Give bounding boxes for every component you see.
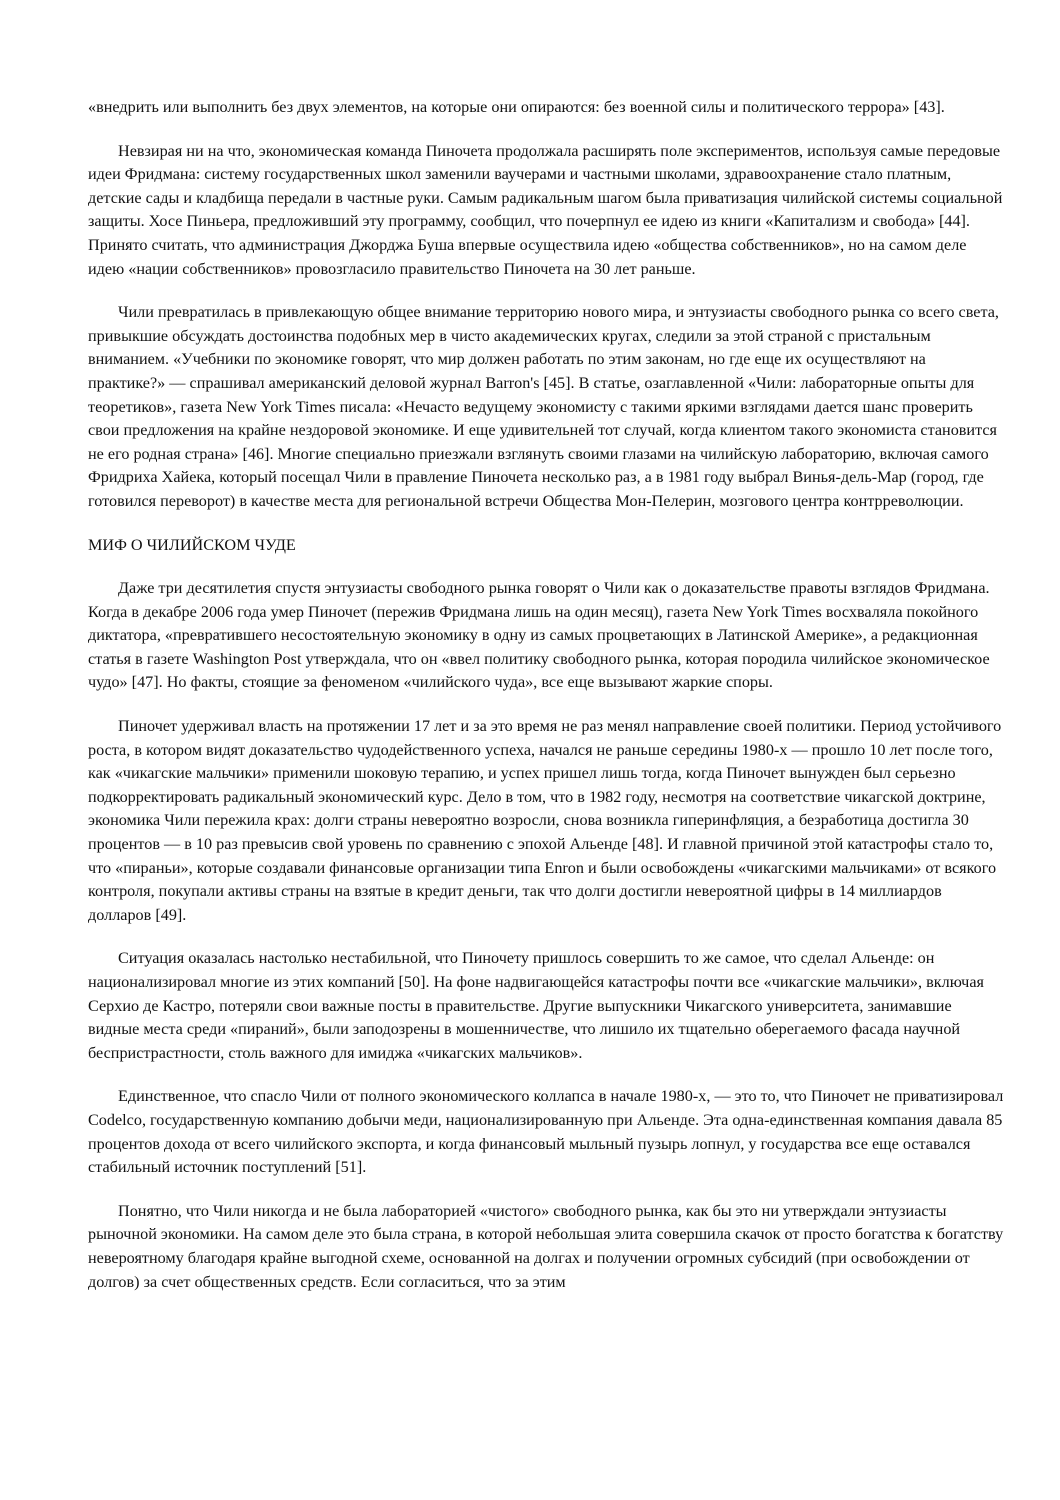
paragraph-codelco: Единственное, что спасло Чили от полного экономического коллапса в начале 1980-х, — это то, что Пиночет не приватизировал Codelco, государственную компанию добычи меди, национализированную при Альенде. Эта одна-единственная компания давала 85 процентов дохода от всего чилийского экспорта, и когда финансовый мыльный пузырь лопнул, у государства все еще оставался стабильный источник поступлений [51]. xyxy=(88,1087,1004,1177)
paragraph-quote-continuation: «внедрить или выполнить без двух элементов, на которые они опираются: без военной силы и политического террора» [43]. xyxy=(88,98,945,116)
page-body xyxy=(88,96,1006,1314)
paragraph-chilean-miracle: Даже три десятилетия спустя энтузиасты свободного рынка говорят о Чили как о доказательстве правоты взглядов Фридмана. Когда в декабре 2006 года умер Пиночет (пережив Фридмана лишь на один месяц), газета New York Times восхваляла покойного диктатора, «превратившего несостоятельную экономику в одну из самых процветающих в Латинской Америке», а редакционная статья в газете Washington Post утверждала, что он «ввел политику свободного рынка, которая породила чилийское экономическое чудо» [47]. Но факты, стоящие за феноменом «чилийского чуда», все еще вызывают жаркие споры. xyxy=(88,579,990,692)
paragraph-nationalization: Ситуация оказалась настолько нестабильной, что Пиночету пришлось совершить то же самое, что сделал Альенде: он национализировал многие из этих компаний [50]. На фоне надвигающейся катастрофы почти все «чикагские мальчики», включая Серхио де Кастро, потеряли свои важные посты в правительстве. Другие выпускники Чикагского университета, занимавшие видные места среди «пираний», были заподозрены в мошенничестве, что лишило их тщательно оберегаемого фасада научной беспристрастности, столь важного для имиджа «чикагских мальчиков». xyxy=(88,949,984,1062)
section-heading: МИФ О ЧИЛИЙСКОМ ЧУДЕ xyxy=(88,535,296,554)
paragraph-experiments: Невзирая ни на что, экономическая команда Пиночета продолжала расширять поле экспериментов, используя самые передовые идеи Фридмана: систему государственных школ заменили ваучерами и частными школами, здравоохранение стало платным, детские сады и кладбища передали в частные руки. Самым радикальным шагом была приватизация чилийской системы социальной защиты. Хосе Пиньера, предложивший эту программу, сообщил, что почерпнул ее идею из книги «Капитализм и свобода» [44]. Принято считать, что администрация Джорджа Буша впервые осуществила идею «общества собственников», но на самом деле идею «нации собственников» провозгласило правительство Пиночета на 30 лет раньше. xyxy=(88,141,1003,278)
paragraph-chile-laboratory: Чили превратилась в привлекающую общее внимание территорию нового мира, и энтузиасты свободного рынка со всего света, привыкшие обсуждать достоинства подобных мер в чисто академических кругах, следили за этой страной с пристальным вниманием. «Учебники по экономике говорят, что мир должен работать по этим законам, но где еще их осуществляют на практике?» — спрашивал американский деловой журнал Barron's [45]. В статье, озаглавленной «Чили: лабораторные опыты для теоретиков», газета New York Times писала: «Нечасто ведущему экономисту с такими яркими взглядами дается шанс проверить свои предложения на крайне нездоровой экономике. И еще удивительней тот случай, когда клиентом такого экономиста становится не его родная страна» [46]. Многие специально приезжали взглянуть своими глазами на чилийскую лабораторию, включая самого Фридриха Хайека, который посещал Чили в правление Пиночета несколько раз, а в 1981 году выбрал Винья-дель-Мар (город, где готовился переворот) в качестве места для региональной встречи Общества Мон-Пелерин, мозгового центра контрреволюции. xyxy=(88,303,999,510)
paragraph-pinochet-power: Пиночет удерживал власть на протяжении 17 лет и за это время не раз менял направление своей политики. Период устойчивого роста, в котором видят доказательство чудодейственного успеха, начался не раньше середины 1980-х — прошло 10 лет после того, как «чикагские мальчики» применили шоковую терапию, и успех пришел лишь тогда, когда Пиночет вынужден был серьезно подкорректировать радикальный экономический курс. Дело в том, что в 1982 году, несмотря на соответствие чикагской доктрине, экономика Чили пережила крах: долги страны невероятно возросли, снова возникла гиперинфляция, а безработица достигла 30 процентов — в 10 раз превысив свой уровень по сравнению с эпохой Альенде [48]. И главной причиной этой катастрофы стало то, что «пираньи», которые создавали финансовые организации типа Enron и были освобождены «чикагскими мальчиками» от всякого контроля, покупали активы страны на взятые в кредит деньги, так что долги достигли невероятной цифры в 14 миллиардов долларов [49]. xyxy=(88,717,1002,924)
paragraph-conclusion: Понятно, что Чили никогда и не была лабораторией «чистого» свободного рынка, как бы это ни утверждали энтузиасты рыночной экономики. На самом деле это была страна, в которой небольшая элита совершила скачок от просто богатства к богатству невероятному благодаря крайне выгодной схеме, основанной на долгах и получении огромных субсидий (при освобождении от долгов) за счет общественных средств. Если согласиться, что за этим xyxy=(88,1201,1004,1291)
